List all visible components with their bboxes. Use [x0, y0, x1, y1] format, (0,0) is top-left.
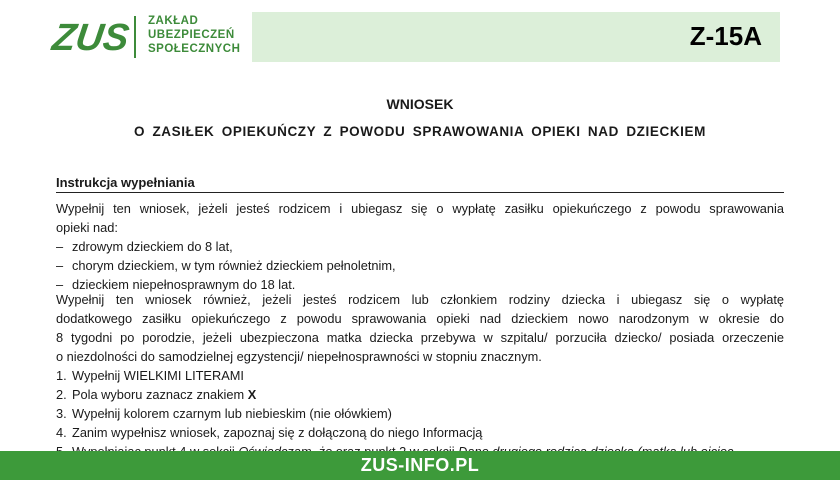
logo-divider	[134, 16, 136, 58]
step-number: 3.	[56, 406, 67, 421]
section-divider	[56, 192, 784, 193]
step-number: 2.	[56, 387, 67, 402]
step-text: Zanim wypełnisz wniosek, zapoznaj się z dołączoną do niego Informacją	[72, 425, 483, 440]
document-subtitle: O ZASIŁEK OPIEKUŃCZY Z POWODU SPRAWOWANIA OPIEKI NAD DZIECKIEM	[134, 124, 706, 139]
paragraph-line: o niezdolności do samodzielnej egzystencji/ niepełnosprawności w stopniu znacznym.	[56, 349, 542, 364]
form-header	[0, 0, 840, 70]
paragraph-line: opieki nad:	[56, 220, 118, 235]
instructions-paragraph-2	[56, 290, 784, 366]
bullet-marker: –	[56, 239, 64, 254]
instructions-paragraph-1	[56, 199, 784, 294]
site-footer-banner	[0, 451, 840, 480]
step-number: 4.	[56, 425, 67, 440]
step-item	[56, 423, 784, 442]
section-heading: Instrukcja wypełniania	[56, 175, 195, 190]
bullet-marker: –	[56, 277, 64, 292]
step-number: 1.	[56, 368, 67, 383]
org-line: ZAKŁAD	[148, 15, 199, 27]
document-title: WNIOSEK	[386, 96, 454, 112]
site-watermark: ZUS-INFO.PL	[360, 455, 480, 475]
step-mark: X	[247, 387, 257, 402]
step-item	[56, 366, 784, 385]
org-line: UBEZPIECZEŃ	[148, 29, 235, 41]
paragraph-line: 8 tygodni po porodzie, jeżeli ubezpieczona matka dziecka przebywa w szpitalu/ porzuciła dziecko/ posiada orzeczenie	[56, 330, 784, 345]
zus-logo	[49, 14, 132, 59]
paragraph-line: Wypełnij ten wniosek, jeżeli jesteś rodzicem i ubiegasz się o wypłatę zasiłku opiekuńczego z powodu sprawowania	[56, 201, 784, 216]
organization-name	[148, 14, 240, 56]
step-item	[56, 385, 784, 404]
list-item-text: chorym dzieckiem, w tym również dzieckiem pełnoletnim,	[72, 258, 396, 273]
bullet-marker: –	[56, 258, 64, 273]
step-text: Wypełnij kolorem czarnym lub niebieskim (nie ołówkiem)	[72, 406, 392, 421]
org-line: SPOŁECZNYCH	[148, 43, 241, 55]
step-text: Wypełnij WIELKIMI LITERAMI	[72, 368, 244, 383]
instructions-steps	[56, 366, 784, 461]
list-item	[56, 237, 784, 256]
form-code: Z-15A	[689, 21, 762, 51]
form-code-box	[252, 12, 780, 62]
list-item-text: dzieckiem niepełnosprawnym do 18 lat.	[72, 277, 296, 292]
paragraph-line: dodatkowego zasiłku opiekuńczego z powodu sprawowania opieki nad dzieckiem nowo narodzonym w okresie do	[56, 311, 784, 326]
paragraph-line: Wypełnij ten wniosek również, jeżeli jesteś rodzicem lub członkiem rodziny dziecka i ubiegasz się o wypłatę	[56, 292, 784, 307]
step-item	[56, 404, 784, 423]
list-item-text: zdrowym dzieckiem do 8 lat,	[72, 239, 233, 254]
zus-logo-text: ZUS	[49, 16, 132, 59]
step-text: Pola wyboru zaznacz znakiem	[72, 387, 248, 402]
list-item	[56, 256, 784, 275]
